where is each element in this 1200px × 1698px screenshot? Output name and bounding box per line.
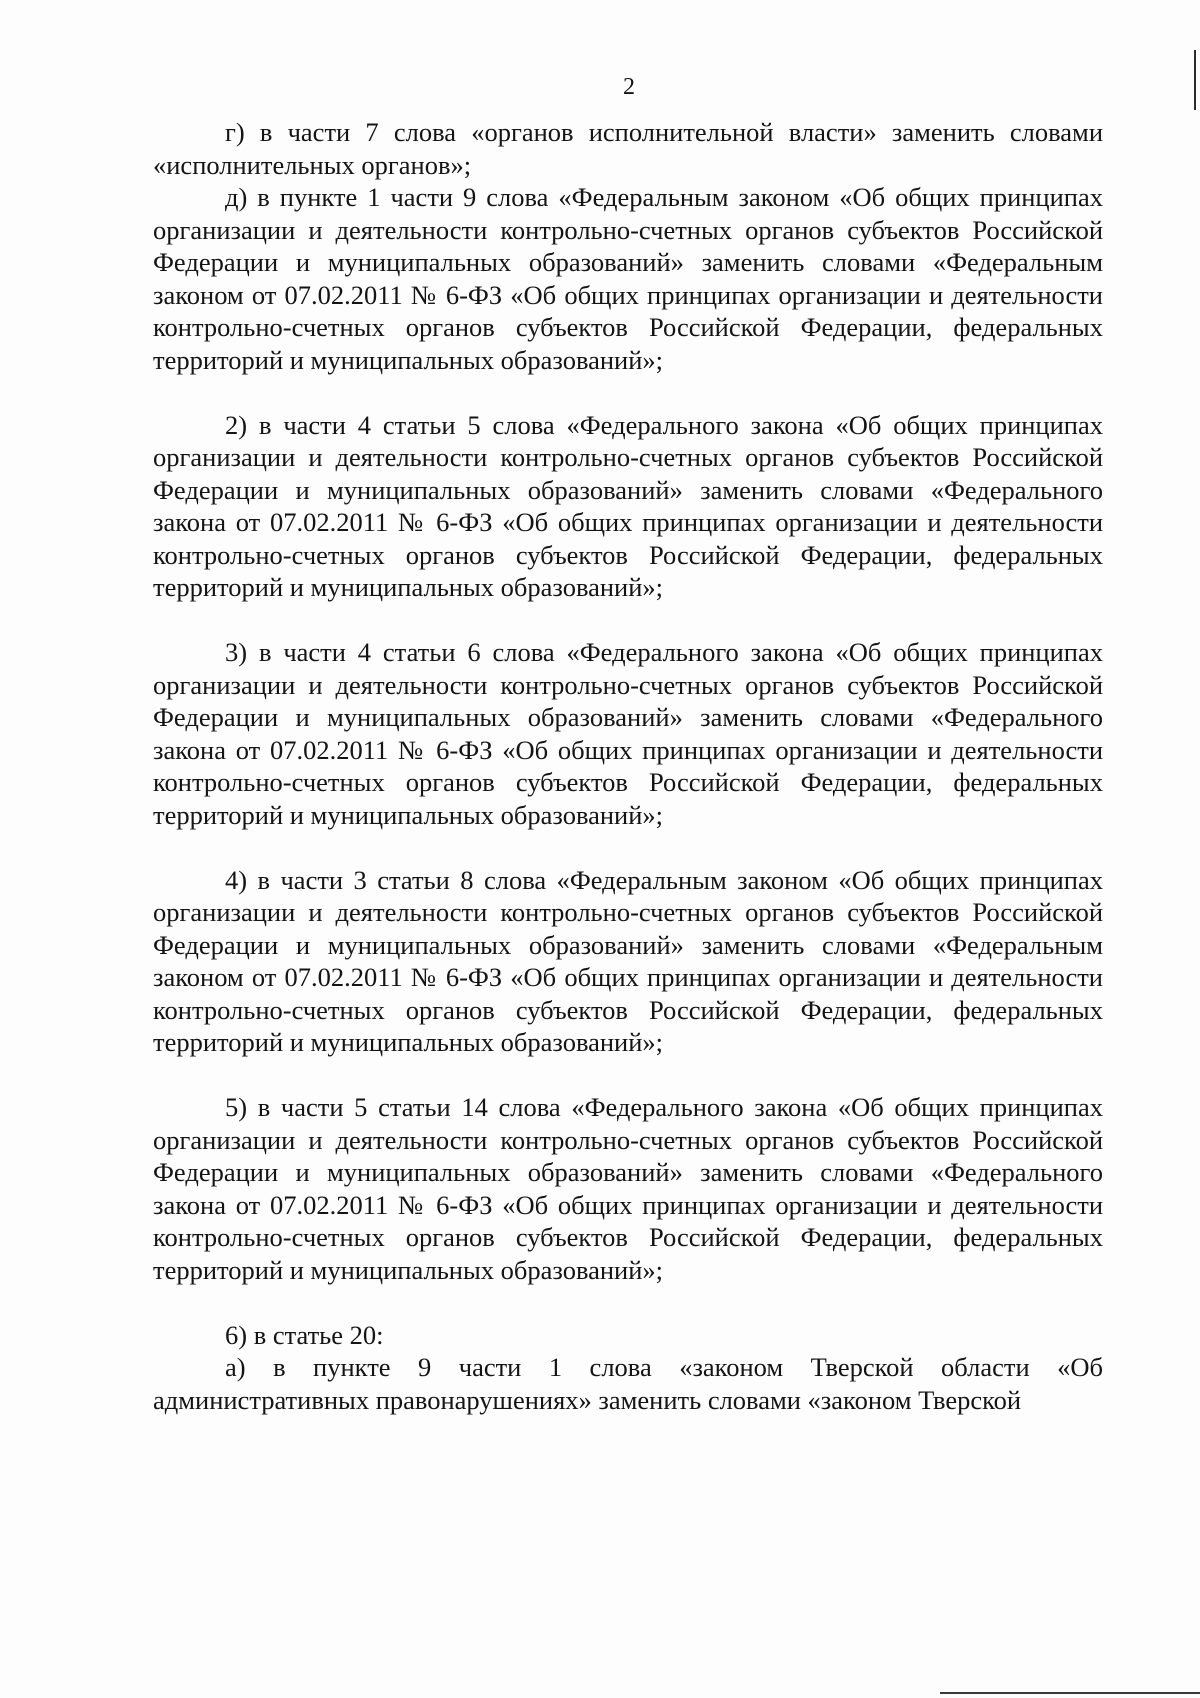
paragraph-item-6a: а) в пункте 9 части 1 слова «законом Тверской области «Об административных правонарушениях» заменить словами «законом Тверской bbox=[153, 1352, 1103, 1415]
paragraph-item-2: 2) в части 4 статьи 5 слова «Федерального закона «Об общих принципах организации и деятельности контрольно-счетных органов субъектов Российской Федерации и муниципальных образований» заменить словами «Федерального закона от 07.02.2011 № 6-ФЗ «Об общих принципах организации и деятельности контрольно-счетных органов субъектов Российской Федерации, федеральных территорий и муниципальных образований»; bbox=[153, 409, 1103, 602]
page-number: 2 bbox=[623, 74, 635, 100]
scan-bottom-line bbox=[940, 1692, 1200, 1694]
paragraph-g: г) в части 7 слова «органов исполнительной власти» заменить словами «исполнительных органов»; bbox=[153, 117, 1103, 180]
paragraph-item-3: 3) в части 4 статьи 6 слова «Федерального закона «Об общих принципах организации и деятельности контрольно-счетных органов субъектов Российской Федерации и муниципальных образований» заменить словами «Федерального закона от 07.02.2011 № 6-ФЗ «Об общих принципах организации и деятельности контрольно-счетных органов субъектов Российской Федерации, федеральных территорий и муниципальных образований»; bbox=[153, 637, 1103, 830]
paragraph-item-6: 6) в статье 20: bbox=[225, 1319, 384, 1350]
document-body bbox=[153, 116, 1103, 1416]
paragraph-d: д) в пункте 1 части 9 слова «Федеральным законом «Об общих принципах организации и деятельности контрольно-счетных органов субъектов Российской Федерации и муниципальных образований» заменить словами «Федеральным законом от 07.02.2011 № 6-ФЗ «Об общих принципах организации и деятельности контрольно-счетных органов субъектов Российской Федерации, федеральных территорий и муниципальных образований»; bbox=[153, 182, 1103, 375]
paragraph-item-4: 4) в части 3 статьи 8 слова «Федеральным законом «Об общих принципах организации и деятельности контрольно-счетных органов субъектов Российской Федерации и муниципальных образований» заменить словами «Федеральным законом от 07.02.2011 № 6-ФЗ «Об общих принципах организации и деятельности контрольно-счетных органов субъектов Российской Федерации, федеральных территорий и муниципальных образований»; bbox=[153, 864, 1103, 1057]
paragraph-item-5: 5) в части 5 статьи 14 слова «Федерального закона «Об общих принципах организации и деятельности контрольно-счетных органов субъектов Российской Федерации и муниципальных образований» заменить словами «Федерального закона от 07.02.2011 № 6-ФЗ «Об общих принципах организации и деятельности контрольно-счетных органов субъектов Российской Федерации, федеральных территорий и муниципальных образований»; bbox=[153, 1092, 1103, 1285]
